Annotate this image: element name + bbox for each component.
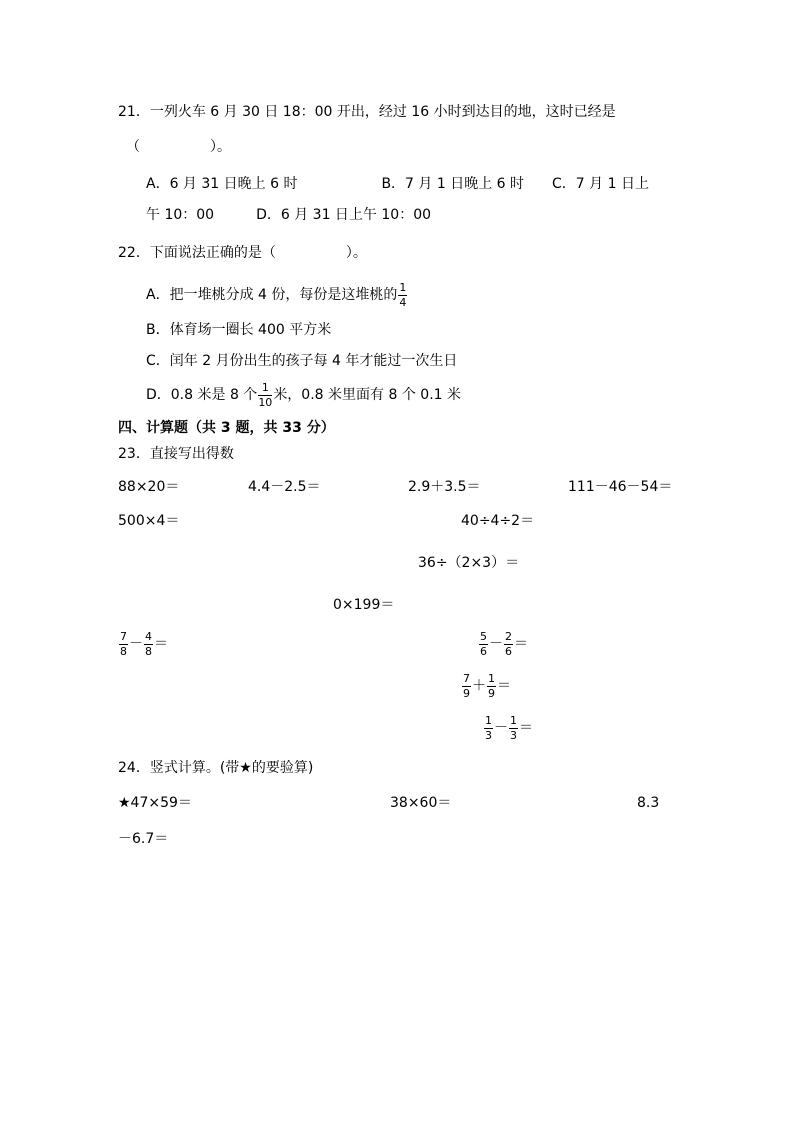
q22-option-c: C．闰年 2 月份出生的孩子每 4 年才能过一次生日 [146,353,458,369]
q23-expr-2: 4.4－2.5＝ [248,479,321,495]
q21-options-line1: A．6 月 31 日晚上 6 时 B．7 月 1 日晚上 6 时 C．7 月 1 日上 [146,176,649,192]
q23-fraction-expr-4: $\frac{1}{3}$ － $\frac{1}{3}$ ＝ [485,714,533,742]
q22-option-b: B．体育场一圈长 400 平方米 [146,322,332,338]
q23-expr-3: 2.9＋3.5＝ [408,479,481,495]
q22-option-d-post: 米，0.8 米里面有 8 个 0.1 米 [273,387,461,404]
q24-expr-1: ★47×59＝ [118,795,192,811]
q23-title: 23．直接写出得数 [118,446,234,462]
q21-stem: 21．一列火车 6 月 30 日 18：00 开出，经过 16 小时到达目的地，这时已经是 [118,104,616,120]
q23-expr-8: 0×199＝ [333,597,395,613]
q22-option-d-pre: D．0.8 米是 8 个 [146,387,258,404]
q23-expr-7: 36÷（2×3）＝ [418,555,520,571]
fraction: $\frac{4}{8}$ [145,630,152,658]
fraction-one-tenth: $\frac{1}{10}$ [258,381,273,409]
q21-answer-blank: （ ）。 [126,139,231,155]
q24-expr-2: 38×60＝ [390,795,452,811]
q23-expr-4: 111－46－54＝ [568,479,673,495]
q24-title: 24．竖式计算。(带★的要验算) [118,760,314,776]
fraction: $\frac{7}{9}$ [463,672,470,700]
q21-options-line2: 午 10：00 D．6 月 31 日上午 10：00 [146,207,432,223]
fraction: $\frac{7}{8}$ [120,630,127,658]
q23-expr-6: 40÷4÷2＝ [461,513,535,529]
q24-expr-3-part1: 8.3 [637,795,660,811]
fraction: $\frac{1}{9}$ [488,672,495,700]
q23-fraction-expr-2: $\frac{5}{6}$ － $\frac{2}{6}$ ＝ [480,630,528,658]
fraction: $\frac{1}{3}$ [510,714,517,742]
q23-expr-1: 88×20＝ [118,479,180,495]
q23-expr-5: 500×4＝ [118,513,180,529]
q22-option-d [146,382,461,408]
fraction: $\frac{2}{6}$ [505,630,512,658]
fraction-one-quarter: $\frac{1}{4}$ [399,281,407,309]
section-title: 四、计算题（共 3 题，共 33 分） [118,420,335,436]
q22-option-a [146,282,408,308]
q23-fraction-expr-3: $\frac{7}{9}$ ＋ $\frac{1}{9}$ ＝ [463,672,511,700]
q22-option-a-text: A．把一堆桃分成 4 份，每份是这堆桃的 [146,287,398,304]
q24-expr-3-part2: －6.7＝ [118,831,169,847]
q22-stem: 22．下面说法正确的是（ ）。 [118,245,367,261]
fraction: $\frac{5}{6}$ [480,630,487,658]
q23-fraction-expr-1: $\frac{7}{8}$ － $\frac{4}{8}$ ＝ [120,630,168,658]
fraction: $\frac{1}{3}$ [485,714,492,742]
